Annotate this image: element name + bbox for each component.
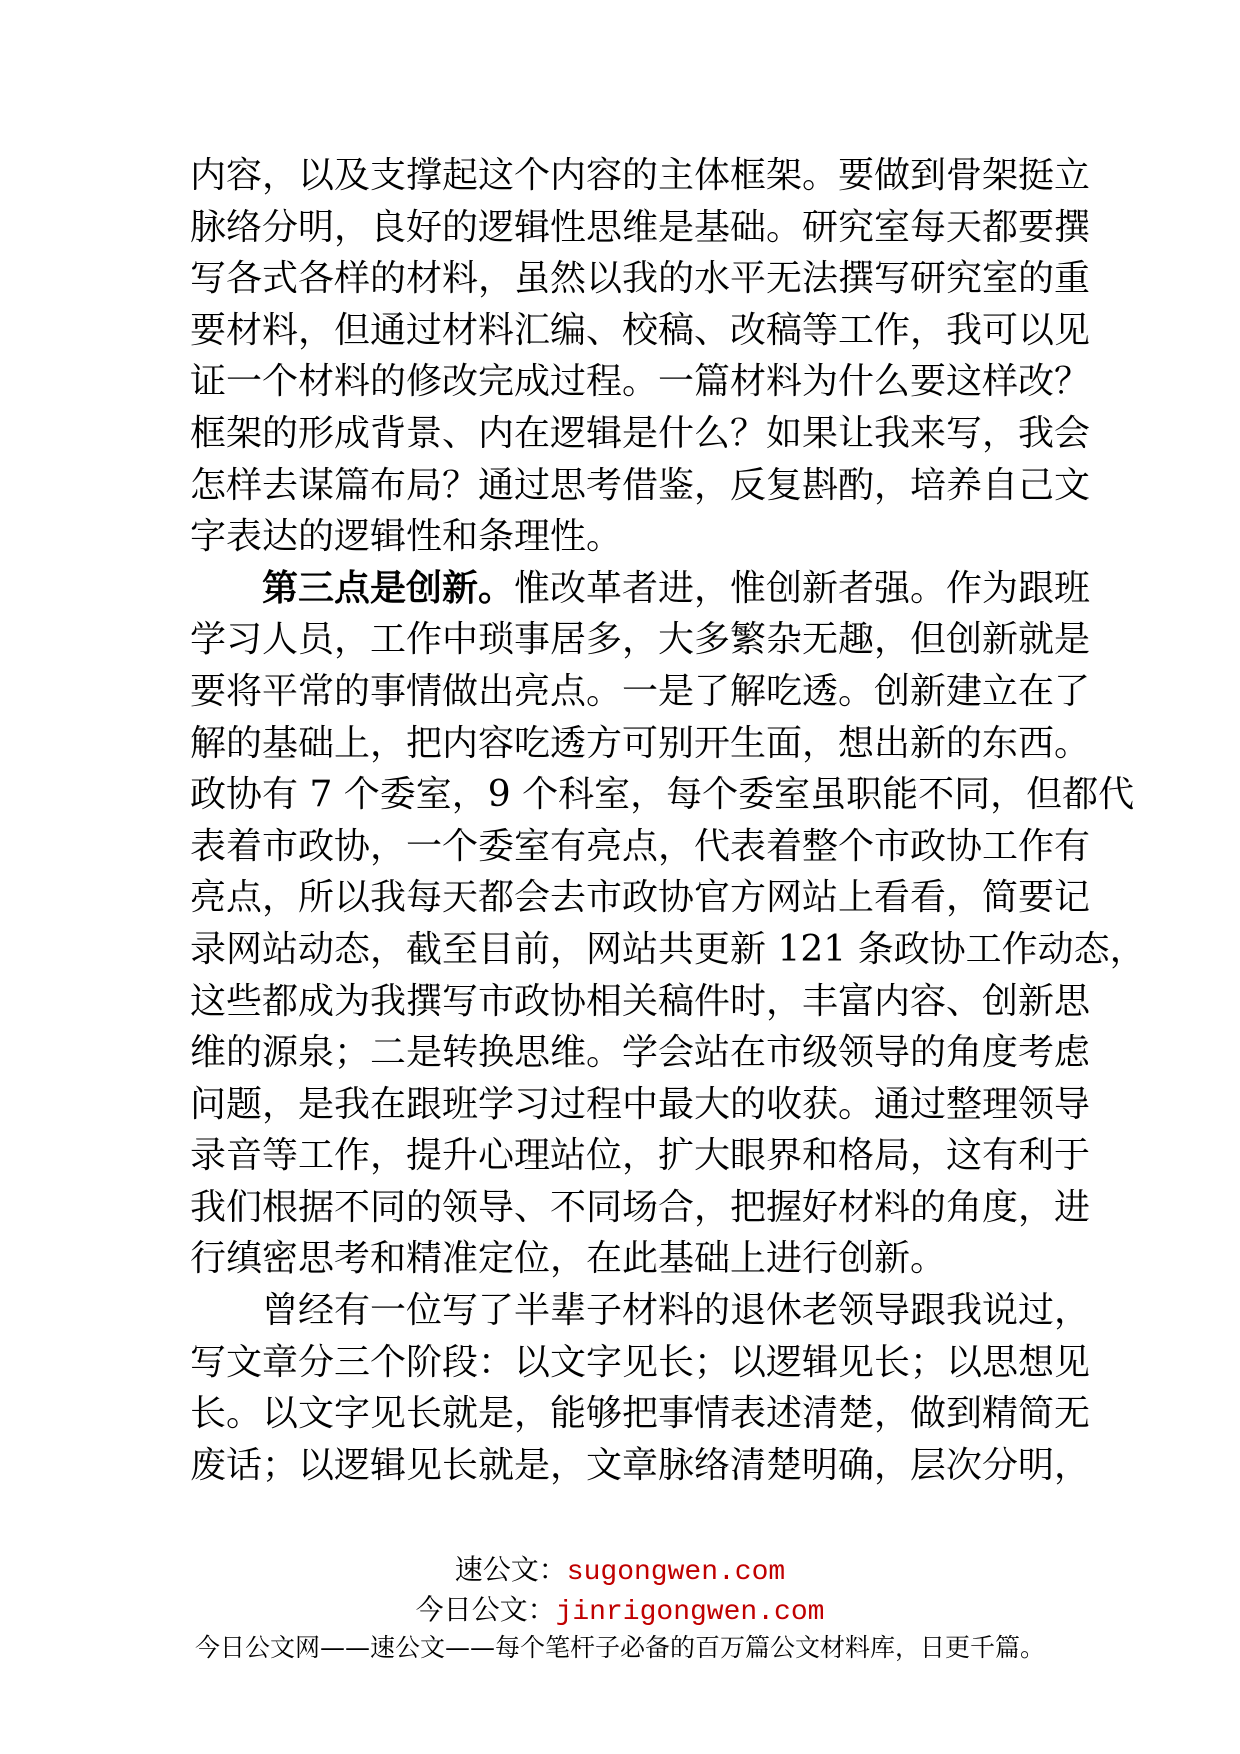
footer-label: 速公文：	[454, 1553, 567, 1586]
text-line: 怎样去谋篇布局？通过思考借鉴，反复斟酌，培养自己文	[190, 464, 1091, 506]
text-line: 政协有 7 个委室，9 个科室，每个委室虽职能不同，但都代	[190, 774, 1135, 816]
text-line: 内容，以及支撑起这个内容的主体框架。要做到骨架挺立	[190, 155, 1091, 196]
text-line: 写文章分三个阶段：以文字见长；以逻辑见长；以思想见	[190, 1341, 1091, 1383]
text-line: 我们根据不同的领导、不同场合，把握好材料的角度，进	[190, 1186, 1091, 1228]
text-line: 要材料，但通过材料汇编、校稿、改稿等工作，我可以见	[190, 309, 1091, 351]
text-line: 要将平常的事情做出亮点。一是了解吃透。创新建立在了	[190, 670, 1091, 712]
text-line: 废话；以逻辑见长就是，文章脉络清楚明确，层次分明，	[190, 1444, 1091, 1486]
text-line: 曾经有一位写了半辈子材料的退休老领导跟我说过，	[262, 1290, 1091, 1332]
text-line: 问题，是我在跟班学习过程中最大的收获。通过整理领导	[190, 1083, 1091, 1125]
text-line: 字表达的逻辑性和条理性。	[190, 516, 623, 558]
text-line: 维的源泉；二是转换思维。学会站在市级领导的角度考虑	[190, 1032, 1091, 1074]
footer-link-jinrigongwen[interactable]: jinrigongwen.com	[555, 1597, 825, 1628]
paragraph-3	[190, 1285, 1091, 1491]
text-line: 学习人员，工作中琐事居多，大多繁杂无趣，但创新就是	[190, 619, 1091, 661]
text-line: 写各式各样的材料，虽然以我的水平无法撰写研究室的重	[190, 258, 1091, 300]
text-line: 脉络分明，良好的逻辑性思维是基础。研究室每天都要撰	[190, 206, 1091, 248]
text-run: 惟改革者进，惟创新者强。作为跟班	[514, 567, 1091, 609]
text-line: 亮点，所以我每天都会去市政协官方网站上看看，简要记	[190, 877, 1091, 919]
footer-jinrigongwen	[0, 1588, 1240, 1628]
text-line: 长。以文字见长就是，能够把事情表述清楚，做到精简无	[190, 1393, 1091, 1435]
footer-slogan-text: 今日公文网——速公文——每个笔杆子必备的百万篇公文材料库，日更千篇。	[194, 1633, 1045, 1662]
section-heading: 第三点是创新。	[262, 567, 515, 609]
footer-sugongwen	[0, 1548, 1240, 1588]
footer-link-sugongwen[interactable]: sugongwen.com	[566, 1557, 786, 1588]
footer-slogan	[0, 1628, 1240, 1664]
text-line: 这些都成为我撰写市政协相关稿件时，丰富内容、创新思	[190, 980, 1091, 1022]
text-line: 录网站动态，截至目前，网站共更新 121 条政协工作动态，	[190, 928, 1146, 970]
text-line: 解的基础上，把内容吃透方可别开生面，想出新的东西。	[190, 722, 1091, 764]
text-line: 证一个材料的修改完成过程。一篇材料为什么要这样改？	[190, 361, 1091, 403]
paragraph-2-first-line	[190, 563, 1091, 615]
paragraph-1	[190, 150, 1091, 563]
text-line: 录音等工作，提升心理站位，扩大眼界和格局，这有利于	[190, 1135, 1091, 1177]
text-line: 行缜密思考和精准定位，在此基础上进行创新。	[190, 1238, 947, 1280]
paragraph-2	[190, 563, 1146, 1285]
text-line: 框架的形成背景、内在逻辑是什么？如果让我来写，我会	[190, 412, 1091, 454]
footer-label: 今日公文：	[415, 1593, 556, 1626]
document-body	[190, 150, 1146, 1491]
text-line: 表着市政协，一个委室有亮点，代表着整个市政协工作有	[190, 825, 1091, 867]
